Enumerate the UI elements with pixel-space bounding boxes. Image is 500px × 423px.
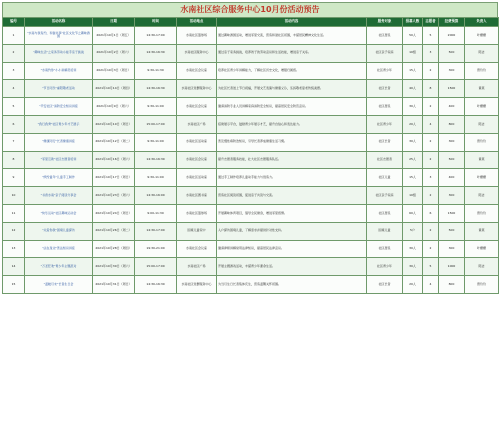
cell-time: 9:30-11:00 [135,98,177,116]
cell-count: 10组 [403,187,423,205]
cell-place: 水南社区会议室 [177,151,217,169]
cell-target: 社区居民 [367,98,403,116]
table-row [3,276,499,294]
cell-target: 社区青少年 [367,258,403,276]
cell-count: 25人 [403,151,423,169]
cell-count: 20人 [403,276,423,294]
cell-volunteers: 2 [423,151,439,169]
cell-content: 开展主题游戏活动，丰富青少年课余生活。 [217,258,367,276]
cell-activity-name: "温暖月末"长者生日会 [25,276,93,294]
cell-no: 15 [3,276,25,294]
cell-target: 社区青少年 [367,115,403,133]
table-row [3,204,499,222]
cell-activity-name: "平安社区"消防安全知识讲座 [25,98,93,116]
table-row [3,187,499,205]
cell-budget: 1500 [439,80,465,98]
cell-activity-name: "邻里互助"社区志愿者培训 [25,151,93,169]
cell-target: 社区亲子家庭 [367,187,403,205]
col-header-place: 活动地点 [177,18,217,27]
cell-count: 15人 [403,62,423,80]
cell-lead: 黄燕 [465,222,499,240]
cell-budget: 300 [439,187,465,205]
col-header-count: 招募人数 [403,18,423,27]
cell-time: 15:00-17:00 [135,115,177,133]
cell-no: 2 [3,44,25,62]
table-row [3,240,499,258]
cell-budget: 400 [439,98,465,116]
cell-time: 14:30-16:30 [135,44,177,62]
cell-budget: 400 [439,169,465,187]
cell-place: 水南社区会议室 [177,98,217,116]
cell-no: 9 [3,169,25,187]
table-row [3,115,499,133]
cell-content: 搭建展示平台，鼓励青少年展示才艺，提升自信心和表达能力。 [217,115,367,133]
cell-place: 水南社区党群服务中心 [177,276,217,294]
table-row [3,80,499,98]
cell-content: 通过亲子家务挑战，培养孩子的劳动意识和生活技能，增进亲子关系。 [217,44,367,62]
cell-date: 2021年10月23日（周六） [93,187,135,205]
col-header-time: 时间 [135,18,177,27]
cell-lead: 陈洁 [465,115,499,133]
table-row [3,133,499,151]
cell-no: 3 [3,62,25,80]
cell-date: 2021年10月31日（周日） [93,276,135,294]
col-header-budget: 经费预算 [439,18,465,27]
cell-target: 社区居民 [367,240,403,258]
cell-content: 普及慢性病防治知识，引导长者养成健康生活习惯。 [217,133,367,151]
cell-date: 2021年10月3日（周日） [93,62,135,80]
cell-date: 2021年10月16日（周六） [93,151,135,169]
cell-no: 13 [3,240,25,258]
cell-target: 社区长者 [367,133,403,151]
cell-place: 水南社区篮球场 [177,27,217,45]
cell-place: 水南社区广场 [177,115,217,133]
cell-date: 2021年10月24日（周日） [93,204,135,222]
cell-time: 9:00-11:30 [135,204,177,222]
cell-content: 邀请消防专业人员讲解家庭消防安全知识，提高居民安全防范意识。 [217,98,367,116]
table-row [3,98,499,116]
cell-budget: 2000 [439,27,465,45]
cell-content: 开展趣味体育项目，倡导全民健身，增进邻里感情。 [217,204,367,222]
cell-date: 2021年10月10日（周日） [93,115,135,133]
cell-date: 2021年10月28日（周四） [93,240,135,258]
cell-activity-name: "万圣狂欢"青少年主题派对 [25,258,93,276]
cell-content: 提升志愿者服务技能，壮大社区志愿服务队伍。 [217,151,367,169]
cell-activity-name: "健康同行"长者健康讲座 [25,133,93,151]
cell-target: 社区志愿者 [367,151,403,169]
col-header-volunteers: 志愿者 [423,18,439,27]
cell-target: 社区青少年 [367,62,403,80]
cell-count: 30人 [403,98,423,116]
cell-content: 为当月生日长者集体庆生，营造温馨关怀氛围。 [217,276,367,294]
cell-activity-name: "书香水南"亲子阅读分享会 [25,187,93,205]
cell-budget: 300 [439,62,465,80]
cell-lead: 曾玲玲 [465,204,499,222]
cell-no: 4 [3,80,25,98]
cell-budget: 500 [439,151,465,169]
cell-lead: 陈洁 [465,44,499,62]
col-header-target: 服务对象 [367,18,403,27]
cell-volunteers: 3 [423,44,439,62]
cell-place: 水南社区会议室 [177,240,217,258]
cell-count: 20人 [403,115,423,133]
cell-content: 营造社区阅读氛围，促进亲子共读与交流。 [217,187,367,205]
cell-lead: 叶姗姗 [465,98,499,116]
cell-time: 19:30-21:00 [135,240,177,258]
cell-time: 14:30-17:00 [135,222,177,240]
cell-place: 水南社区篮球场 [177,204,217,222]
cell-time: 9:30-11:00 [135,133,177,151]
cell-lead: 叶姗姗 [465,27,499,45]
cell-lead: 陈洁 [465,187,499,205]
cell-time: 9:30-11:00 [135,169,177,187]
cell-time: 9:30-11:30 [135,62,177,80]
cell-no: 5 [3,98,25,116]
cell-budget: 300 [439,240,465,258]
cell-budget: 800 [439,276,465,294]
cell-no: 12 [3,222,25,240]
cell-lead: 叶姗姗 [465,169,499,187]
cell-count: 15人 [403,169,423,187]
cell-volunteers: 3 [423,169,439,187]
cell-volunteers: 2 [423,133,439,151]
cell-date: 2021年10月12日（周二） [93,133,135,151]
cell-place: 水南社区广场 [177,258,217,276]
cell-time: 14:30-17:00 [135,27,177,45]
cell-place: 水南社区会议室 [177,62,217,80]
cell-date: 2021年10月17日（周日） [93,169,135,187]
cell-place: 水南社区图书室 [177,187,217,205]
cell-date: 2021年10月9日（周六） [93,98,135,116]
cell-count: 5户 [403,222,423,240]
cell-volunteers: 2 [423,62,439,80]
cell-target: 困境儿童 [367,222,403,240]
cell-content: 邀请律师讲解常用法律知识，提高居民法律意识。 [217,240,367,258]
cell-no: 6 [3,115,25,133]
cell-lead: 曾玲玲 [465,133,499,151]
cell-count: 30人 [403,240,423,258]
schedule-page [2,2,498,419]
cell-count: 60人 [403,204,423,222]
cell-time: 14:30-16:30 [135,151,177,169]
cell-budget: 1000 [439,258,465,276]
cell-date: 2021年10月2日（周六） [93,44,135,62]
cell-volunteers: 4 [423,115,439,133]
col-header-date: 日期 [93,18,135,27]
cell-volunteers: 2 [423,240,439,258]
cell-place: 水南社区党群服务中心 [177,80,217,98]
cell-content: 通过趣味游园活动，增进邻里交流，营造和谐社区氛围，丰富居民精神文化生活。 [217,27,367,45]
cell-content: 入户探访困境儿童，了解需求并提供针对性支持。 [217,222,367,240]
cell-activity-name: "水南与我有约，和谐共享"社区文化节之趣味游园 [25,27,93,45]
cell-target: 社区亲子家庭 [367,44,403,62]
table-header-row [3,18,499,27]
col-header-no: 编号 [3,18,25,27]
cell-activity-name: "节日同乐"重阳敬老活动 [25,80,93,98]
cell-count: 30人 [403,133,423,151]
cell-target: 社区居民 [367,204,403,222]
table-row [3,222,499,240]
cell-activity-name: "趣味生活"之家务劳动小能手亲子挑战 [25,44,93,62]
cell-count: 50人 [403,27,423,45]
table-row [3,169,499,187]
cell-lead: 曾玲玲 [465,62,499,80]
cell-target: 社区长者 [367,276,403,294]
cell-volunteers: 6 [423,204,439,222]
cell-target: 社区儿童 [367,169,403,187]
col-header-lead: 负责人 [465,18,499,27]
cell-volunteers: 2 [423,222,439,240]
table-row [3,151,499,169]
cell-volunteers: 8 [423,80,439,98]
cell-content: 通过手工制作培养儿童动手能力与创造力。 [217,169,367,187]
cell-target: 社区居民 [367,27,403,45]
cell-count: 10组 [403,44,423,62]
cell-no: 7 [3,133,25,151]
cell-lead: 叶姗姗 [465,240,499,258]
cell-activity-name: "我行我秀"社区青少年才艺展示 [25,115,93,133]
cell-no: 8 [3,151,25,169]
cell-time: 14:30-16:00 [135,187,177,205]
cell-lead: 曾玲玲 [465,276,499,294]
page-title: 水南社区综合服务中心10月份活动预告 [2,2,498,17]
activity-table [2,17,499,294]
col-header-content: 活动内容 [217,18,367,27]
cell-budget: 500 [439,222,465,240]
cell-lead: 黄燕 [465,80,499,98]
cell-place: 困境儿童家中 [177,222,217,240]
cell-activity-name: "快乐运动"社区趣味运动会 [25,204,93,222]
table-row [3,62,499,80]
cell-no: 11 [3,204,25,222]
cell-lead: 黄燕 [465,151,499,169]
cell-budget: 500 [439,44,465,62]
cell-lead: 陈洁 [465,258,499,276]
cell-place: 水南社区活动室 [177,133,217,151]
cell-content: 为社区长者送上节日祝福，开展文艺表演与健康义诊，弘扬敬老爱老传统美德。 [217,80,367,98]
table-row [3,258,499,276]
cell-count: 40人 [403,80,423,98]
table-row [3,44,499,62]
cell-target: 社区长者 [367,80,403,98]
cell-activity-name: "关爱你我"困境儿童探访 [25,222,93,240]
cell-time: 15:00-17:00 [135,258,177,276]
cell-volunteers: 2 [423,98,439,116]
cell-date: 2021年10月14日（周四） [93,80,135,98]
cell-date: 2021年10月1日（周五） [93,27,135,45]
cell-volunteers: 5 [423,258,439,276]
cell-activity-name: "水南约你"小小讲解员培训 [25,62,93,80]
cell-budget: 300 [439,133,465,151]
cell-budget: 800 [439,115,465,133]
cell-no: 1 [3,27,25,45]
cell-activity-name: "法在身边"普法知识讲座 [25,240,93,258]
cell-budget: 1500 [439,204,465,222]
cell-date: 2021年10月30日（周六） [93,258,135,276]
cell-content: 培养社区青少年讲解能力，了解社区历史文化，增强归属感。 [217,62,367,80]
cell-no: 14 [3,258,25,276]
cell-activity-name: "缤纷童年"儿童手工制作 [25,169,93,187]
cell-count: 30人 [403,258,423,276]
table-row [3,27,499,45]
cell-volunteers: 5 [423,27,439,45]
cell-place: 水南社区服务中心 [177,44,217,62]
cell-time: 14:30-16:30 [135,80,177,98]
cell-place: 水南社区活动室 [177,169,217,187]
cell-date: 2021年10月26日（周二） [93,222,135,240]
cell-no: 10 [3,187,25,205]
cell-volunteers: 4 [423,276,439,294]
cell-volunteers: 2 [423,187,439,205]
cell-time: 14:30-16:30 [135,276,177,294]
col-header-name: 活动名称 [25,18,93,27]
